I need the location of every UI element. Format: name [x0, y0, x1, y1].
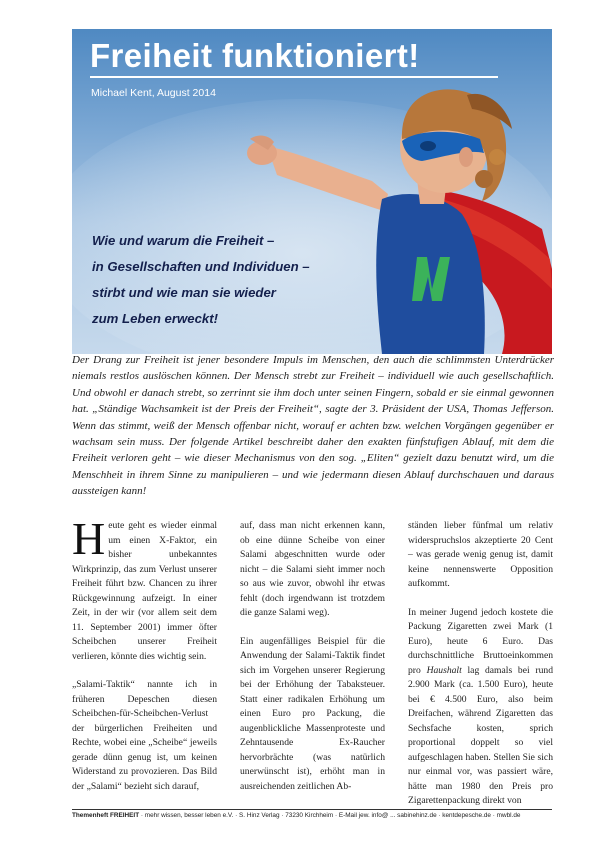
body-column-3 — [408, 519, 553, 823]
body-paragraph — [72, 513, 217, 664]
paragraph-text: lag damals bei rund 2.900 Mark (ca. 1.500 Euro), heute bei € 4.500 Euro, also beim Dreifachen, während Zigaretten das Sechsfache kosten, sprich proportional doppelt so viel aufgeschlagen haben. Stellen Sie sich nur einmal vor, was passiert wäre, hätte man 1980 den Preis pro Zigarettenpackung direkt von — [408, 664, 554, 806]
hero-image — [72, 29, 552, 354]
paragraph-text: In meiner Jugend jedoch kostete die Packung Zigaretten zwei Mark (1 Euro), heute 6 Euro. Das durchschnittliche Bruttoeinkommen pro — [408, 606, 553, 676]
body-column-1 — [72, 513, 217, 808]
footer-brand: Themenheft FREIHEIT — [72, 812, 140, 819]
subtitle-line: stirbt und wie man sie wieder — [92, 285, 276, 300]
body-paragraph: auf, dass man nicht erkennen kann, ob eine dünne Scheibe von einer Salami abgeschnitten wurde oder nicht – die Salami sieht immer noch so aus wie zuvor, obwohl ihr etwas fehlt (doch irgendwann ist trotzdem die ganze Salami weg). — [240, 520, 385, 618]
article-subtitle — [92, 228, 392, 332]
article-title: Freiheit funktioniert! — [90, 37, 420, 74]
drop-cap: H — [72, 513, 106, 564]
footer-divider — [72, 809, 552, 810]
intro-text: Der Drang zur Freiheit ist jener besondere Impuls im Menschen, den auch die schlimmsten Unterdrücker niemals restlos auslöschen können. Der Mensch strebt zur Freiheit – individuell wie auch gesellschaftlich. Und obwohl er danach strebt, so zerrinnt sie ihm doch unter seinen Fingern, sobald er sie einmal gewonnen hat. „Ständige Wachsamkeit ist der Preis der Freiheit“, sagte der 3. Präsident der USA, Thomas Jefferson. Wenn das stimmt, weiß der Mensch offenbar nicht, worauf er achten bzw. welchen Vorgängen gegenüber er wachsam sein muss. Der folgende Artikel beschreibt daher den exakten fünfstufigen Ablauf, mit dem die Freiheit verloren geht – wie dieser Mechanismus von den sog. „Eliten“ gezielt dazu benutzt wird, um die Menschheit in ihrem Sinne zu manipulieren – und wie jedermann diesen Ablauf durchschauen und daraus aussteigen kann! — [72, 354, 554, 498]
body-paragraph — [408, 606, 553, 809]
subtitle-line: zum Leben erweckt! — [92, 311, 219, 326]
emphasis-text: Haushalt — [426, 664, 462, 676]
body-paragraph: „Salami-Taktik“ nannte ich in früheren Depeschen diesen Scheibchen-für-Scheibchen-Verlust der bürgerlichen Freiheiten und Rechte, wobei eine „Scheibe“ jeweils gerade dünn genug ist, um keinen Widerstand zu provozieren. Das Bild der „Salami“ bezieht sich darauf, — [72, 679, 217, 792]
footer-text: · mehr wissen, besser leben e.V. · S. Hinz Verlag · 73230 Kirchheim · E-Mail jew. info@ ... sabinehinz.de · kentdepesche.de · mwbl.de — [139, 812, 521, 819]
body-paragraph: ständen lieber fünfmal um relativ widerspruchslos akzeptierte 20 Cent – was gerade wenig genug ist, damit keine nennenswerte Opposition aufkommt. — [408, 520, 553, 589]
title-underline — [90, 76, 498, 78]
page-footer — [72, 812, 554, 819]
subtitle-line: Wie und warum die Freiheit – — [92, 233, 275, 248]
body-paragraph: Ein augenfälliges Beispiel für die Anwendung der Salami-Taktik findet sich im Vorgehen unserer Regierung bei der Erhöhung der Tabaksteuer. Statt einer radikalen Erhöhung um einen Euro pro Packung, die augenblickliche Massenproteste und Zehntausende Ex-Raucher hervorbrächte (was natürlich unerwünscht ist), erhöht man in ausreichenden zeitlichen Ab- — [240, 635, 385, 792]
subtitle-line: in Gesellschaften und Individuen – — [92, 259, 310, 274]
intro-paragraph — [72, 352, 554, 500]
byline: Michael Kent, August 2014 — [91, 87, 216, 99]
body-column-2 — [240, 519, 385, 808]
paragraph-text: eute geht es wieder einmal um einen X-Faktor, ein bisher unbekanntes Wirkprinzip, das zum Verlust unserer Freiheit führt bzw. Chancen zu ihrer Rückgewinnung aufzeigt. In einer Zeit, in der wir (vor allem seit dem 11. September 2001) immer öfter Scheibchen unserer Freiheit verlieren, könnte dies wichtig sein. — [72, 520, 217, 662]
